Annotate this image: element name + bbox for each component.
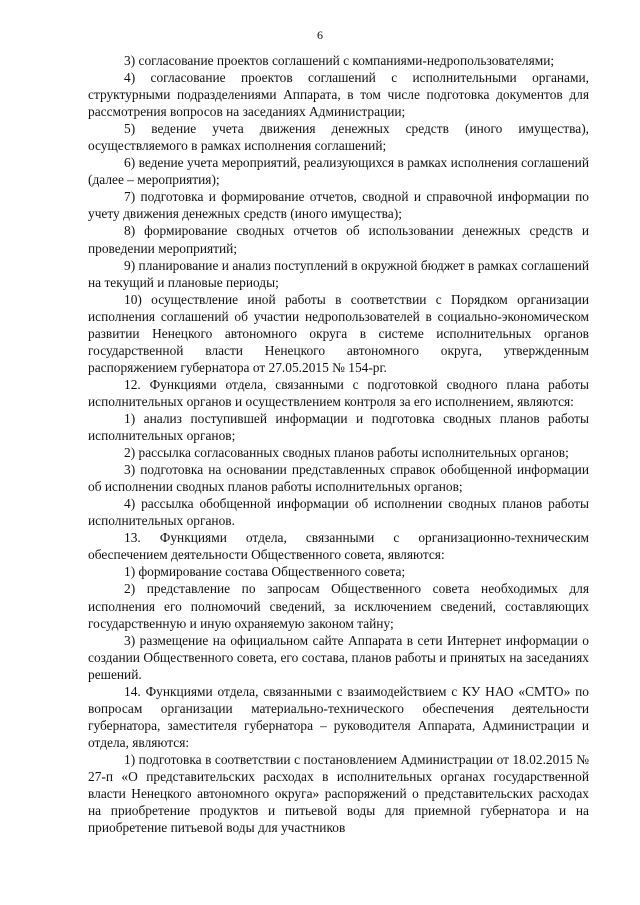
- paragraph: 7) подготовка и формирование отчетов, сводной и справочной информации по учету движения денежных средств (иного имущества);: [88, 189, 589, 222]
- paragraph: 6) ведение учета мероприятий, реализующихся в рамках исполнения соглашений (далее – мероприятия);: [88, 155, 589, 188]
- document-body: [88, 52, 589, 836]
- section-paragraph: 14. Функциями отдела, связанными с взаимодействием с КУ НАО «СМТО» по вопросам организации материально-технического обеспечения деятельности губернатора, заместителя губернатора – руководителя Аппарата, Администрации и отдела, являются:: [88, 683, 589, 750]
- paragraph: 2) рассылка согласованных сводных планов работы исполнительных органов;: [124, 445, 569, 461]
- page-number: 6: [317, 28, 323, 42]
- paragraph: 3) согласование проектов соглашений с компаниями-недропользователями;: [124, 53, 555, 68]
- paragraph: 1) формирование состава Общественного совета;: [124, 564, 406, 580]
- paragraph: 3) размещение на официальном сайте Аппарата в сети Интернет информации о создании Общественного совета, его состава, планов работы и принятых на заседаниях решений.: [88, 632, 589, 682]
- paragraph: 2) представление по запросам Общественного совета необходимых для исполнения его полномочий сведений, за исключением сведений, составляющих государственную и иную охраняемую законом тайну;: [88, 581, 589, 631]
- paragraph: 10) осуществление иной работы в соответствии с Порядком организации исполнения соглашений об участии недропользователей в социально-экономическом развитии Ненецкого автономного округа в системе исполнительных органов государственной власти Ненецкого автономного округа, утвержденным распоряжением губернатора от 27.05.2015 № 154-рг.: [88, 291, 589, 375]
- paragraph: 4) рассылка обобщенной информации об исполнении сводных планов работы исполнительных органов.: [88, 496, 589, 529]
- paragraph: 3) подготовка на основании представленных справок обобщенной информации об исполнении сводных планов работы исполнительных органов;: [88, 462, 589, 495]
- paragraph: 4) согласование проектов соглашений с исполнительными органами, структурными подразделениями Аппарата, в том числе подготовка документов для рассмотрения вопросов на заседаниях Администрации;: [88, 70, 589, 120]
- paragraph: 8) формирование сводных отчетов об использовании денежных средств и проведении мероприятий;: [88, 223, 589, 256]
- paragraph: 9) планирование и анализ поступлений в окружной бюджет в рамках соглашений на текущий и плановые периоды;: [88, 257, 589, 290]
- section-paragraph: 13. Функциями отдела, связанными с организационно-техническим обеспечением деятельности Общественного совета, являются:: [88, 530, 589, 563]
- paragraph: 5) ведение учета движения денежных средств (иного имущества), осуществляемого в рамках исполнения соглашений;: [88, 121, 589, 154]
- paragraph: 1) анализ поступившей информации и подготовка сводных планов работы исполнительных органов;: [88, 410, 589, 444]
- section-paragraph: 12. Функциями отдела, связанными с подготовкой сводного плана работы исполнительных органов и осуществлением контроля за его исполнением, являются:: [88, 376, 589, 409]
- paragraph: 1) подготовка в соответствии с постановлением Администрации от 18.02.2015 № 27-п «О представительских расходах в исполнительных органах государственной власти Ненецкого автономного округа» распоряжений о представительских расходах на приобретение продуктов и питьевой воды для приемной губернатора и на приобретение питьевой воды для участников: [88, 751, 589, 836]
